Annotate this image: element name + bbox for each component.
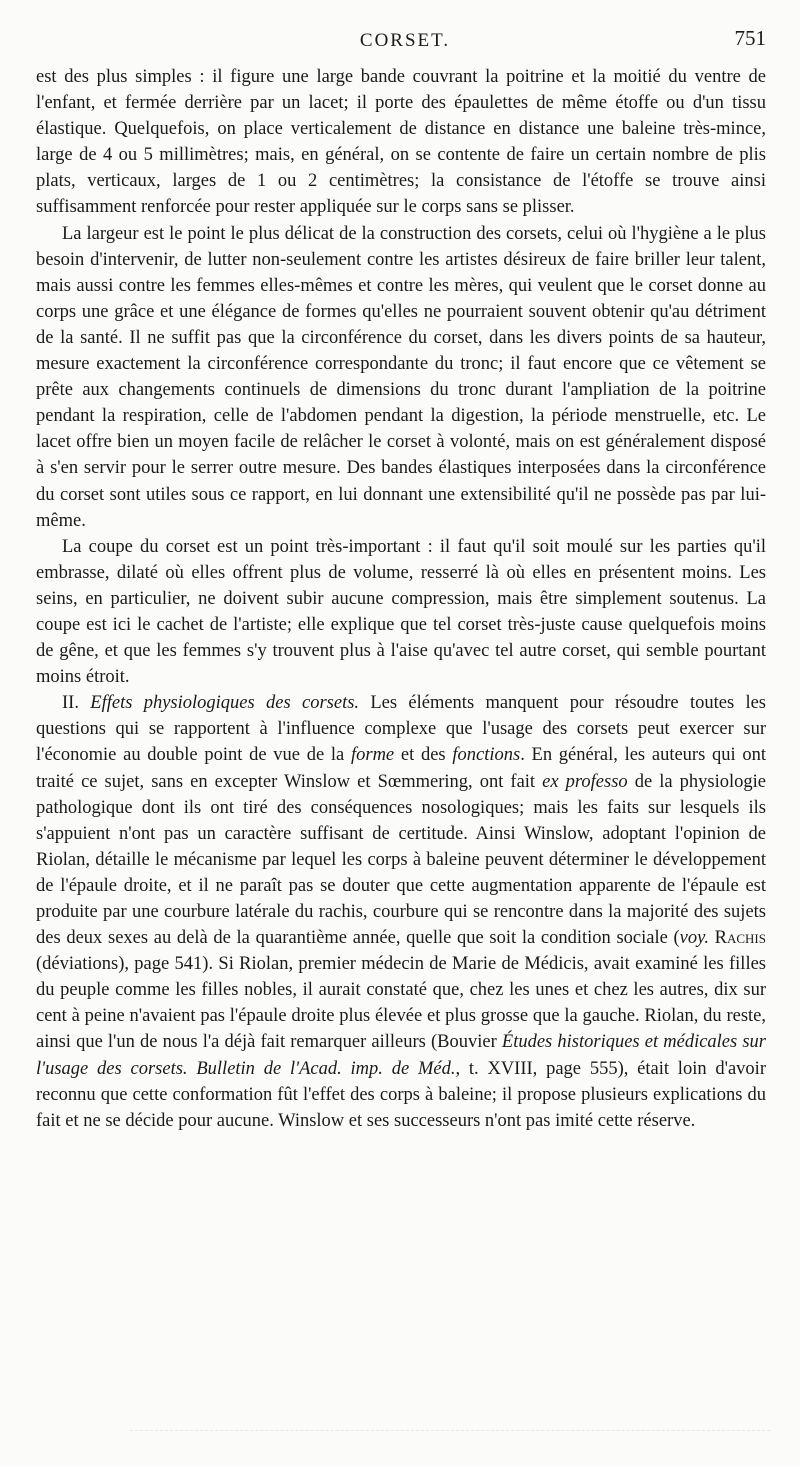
citation-title: Études historiques et médicales sur l'usage des corsets. Bulletin de l'Acad. imp. de Méd. xyxy=(36,1032,767,1079)
footer-scan-artifact xyxy=(130,1430,770,1435)
paragraph-width: La largeur est le point le plus délicat de la construction des corsets, celui où l'hygiène a le plus besoin d'intervenir, de lutter non-seulement contre les artistes désireux de faire briller leur talent, mais aussi contre les femmes elles-mêmes et contre les mères, qui veulent que le corset donne au corps une grâce et une élégance de formes qu'elles ne pourraient souvent obtenir qu'au détriment de la santé. Il ne suffit pas que la circonférence du corset, dans les divers points de sa hauteur, mesure exactement la circonférence correspondante du tronc; il faut encore que ce vêtement se prête aux changements continuels de dimensions du tronc durant l'ampliation de la poitrine pendant la respiration, celle de l'abdomen pendant la digestion, la période menstruelle, etc. Le lacet offre bien un moyen facile de relâcher le corset à volonté, mais on est généralement disposé à s'en servir pour le serrer outre mesure. Des bandes élastiques interposées dans la circonférence du corset sont utiles sous ce rapport, en lui donnant une extensibilité qu'il ne possède pas par lui-même. xyxy=(36,223,766,531)
cross-reference: Rachis xyxy=(714,928,766,949)
section-text: et des xyxy=(394,745,453,766)
section-heading: Effets physiologiques des corsets. xyxy=(90,693,360,714)
section-text: Les éléments manquent pour résoudre toutes les questions qui se rapportent à l'influence complexe que l'usage des corsets peut exercer sur l'économie au double point de vue de la xyxy=(36,693,767,766)
section-text: de la physiologie pathologique dont ils ont tiré des conséquences nosologiques; mais les faits sur lesquels ils s'appuient n'ont pas un caractère suffisant de certitude. Ainsi Winslow, adoptant l'opinion de Riolan, détaille le mécanisme par lequel les corps à baleine peuvent déterminer le développement de l'épaule droite, et il ne paraît pas se douter que cette augmentation apparente de l'épaule est produite par une courbure latérale du rachis, courbure qui se rencontre dans la majorité des sujets des deux sexes au delà de la quarantième année, quelle que soit la condition sociale ( xyxy=(36,771,767,949)
paragraph-continuation: est des plus simples : il figure une large bande couvrant la poitrine et la moitié du ventre de l'enfant, et fermée derrière par un lacet; il porte des épaulettes de même étoffe ou d'un tissu élastique. Quelquefois, on place verticalement de distance en distance une baleine très-mince, large de 4 ou 5 millimètres; mais, en général, on se contente de faire un certain nombre de plis plats, verticaux, larges de 1 ou 2 centimètres; la consistance de l'étoffe se trouve ainsi suffisamment renforcée pour rester appliquée sur le corps sans se plisser. xyxy=(36,67,766,218)
section-text: . En général, les auteurs qui ont traité ce sujet, sans en excepter Winslow et Sœmmering, ont fait xyxy=(36,745,766,792)
section-text: (déviations), page 541). Si Riolan, premier médecin de Marie de Médicis, avait examiné les filles du peuple comme les filles nobles, il aurait constaté que, chez les unes et chez les autres, dix sur cent à peine n'avaient pas l'épaule droite plus élevée et plus grosse que la gauche. Riolan, du reste, ainsi que l'un de nous l'a déjà fait remarquer ailleurs (Bouvier xyxy=(36,954,766,1053)
section-text: , t. XVIII, page 555), était loin d'avoir reconnu que cette conformation fût l'effet des corps à baleine; il propose plusieurs explications du fait et ne se décide pour aucune. Winslow et ses successeurs n'ont pas imité cette réserve. xyxy=(36,1058,766,1131)
italic-term: forme xyxy=(350,745,395,766)
italic-term: ex professo xyxy=(542,771,628,792)
italic-term: voy. xyxy=(679,928,709,949)
page-header xyxy=(40,26,770,60)
running-title: CORSET. xyxy=(359,30,451,51)
paragraph-cut: La coupe du corset est un point très-important : il faut qu'il soit moulé sur les parties qu'il embrasse, dilaté où elles offrent plus de volume, resserré là où elles en présentent moins. Les seins, en particulier, ne doivent subir aucune compression, mais être simplement soutenus. La coupe est ici le cachet de l'artiste; elle explique que tel corset très-juste cause quelquefois moins de gêne, et que les femmes s'y trouvent plus à l'aise qu'avec tel autre corset, qui semble pourtant moins étroit. xyxy=(36,536,766,688)
paragraph-section-ii xyxy=(36,690,766,1134)
section-number: II. xyxy=(62,693,79,714)
body-text xyxy=(36,64,766,1134)
italic-term: fonctions xyxy=(452,745,521,766)
page-number: 751 xyxy=(734,26,766,50)
